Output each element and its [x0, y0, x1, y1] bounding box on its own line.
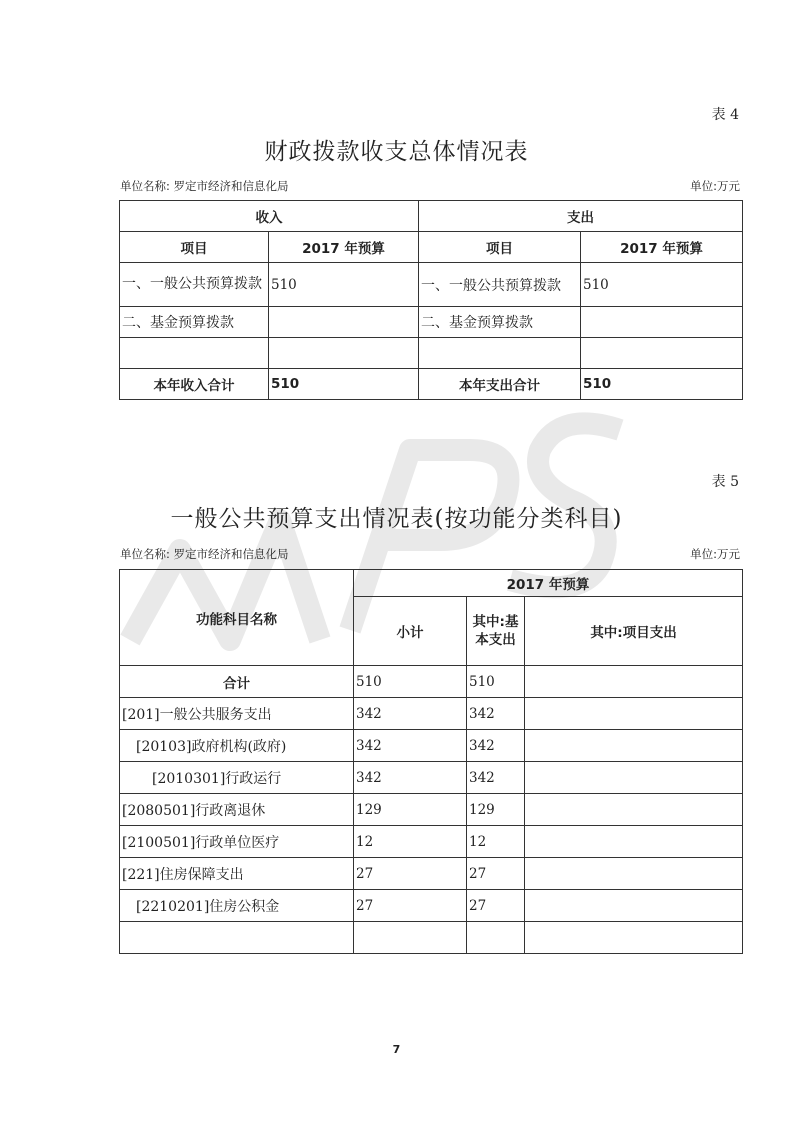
row-basic: 342: [467, 730, 525, 762]
table5-tag: 表 5: [711, 474, 739, 490]
row-basic: 129: [467, 794, 525, 826]
table-row: [120, 794, 743, 826]
row-project: [525, 730, 743, 762]
table-row: [120, 826, 743, 858]
in-val: [269, 307, 419, 338]
row-project: [525, 922, 743, 954]
row-project: [525, 826, 743, 858]
table-row: [120, 858, 743, 890]
row-name: [20103]政府机构(政府): [120, 730, 354, 762]
row-basic: 342: [467, 698, 525, 730]
row-name: [221]住房保障支出: [120, 858, 354, 890]
in-item: [120, 338, 269, 369]
table4-tag: 表 4: [711, 107, 739, 123]
col-item: 项目: [120, 232, 269, 263]
in-val: 510: [269, 263, 419, 307]
row-subtotal: 12: [354, 826, 467, 858]
total-out-label: 本年支出合计: [419, 369, 581, 400]
row-name: [201]一般公共服务支出: [120, 698, 354, 730]
table-row: [120, 263, 743, 307]
table4: [119, 200, 743, 400]
in-val: [269, 338, 419, 369]
row-name: [2010301]行政运行: [120, 762, 354, 794]
out-item: 二、基金预算拨款: [419, 307, 581, 338]
out-val: 510: [581, 263, 743, 307]
col-budget: 2017 年预算: [354, 570, 743, 597]
col-subtotal: 小计: [354, 597, 467, 666]
col-budget: 2017 年预算: [269, 232, 419, 263]
col-name: 功能科目名称: [120, 570, 354, 666]
row-project: [525, 762, 743, 794]
row-subtotal: 129: [354, 794, 467, 826]
table-row: [120, 922, 743, 954]
table4-title: 财政拨款收支总体情况表: [264, 139, 529, 165]
row-basic: 27: [467, 858, 525, 890]
row-subtotal: 342: [354, 762, 467, 794]
row-project: [525, 858, 743, 890]
row-basic: [467, 922, 525, 954]
total-project: [525, 666, 743, 698]
table-row: [120, 762, 743, 794]
col-project: 其中:项目支出: [525, 597, 743, 666]
row-subtotal: 27: [354, 890, 467, 922]
row-basic: 342: [467, 762, 525, 794]
row-name: [2100501]行政单位医疗: [120, 826, 354, 858]
out-item: [419, 338, 581, 369]
row-project: [525, 890, 743, 922]
col-item: 项目: [419, 232, 581, 263]
out-val: [581, 307, 743, 338]
page-number: 7: [392, 1043, 401, 1056]
table-row: [120, 730, 743, 762]
expense-header: 支出: [419, 201, 743, 232]
income-header: 收入: [120, 201, 419, 232]
col-basic: 其中:基本支出: [467, 597, 525, 666]
table-row: [120, 338, 743, 369]
row-basic: 12: [467, 826, 525, 858]
table5: [119, 569, 743, 954]
total-row: [120, 666, 743, 698]
table5-unit-name: 单位名称: 罗定市经济和信息化局: [120, 547, 289, 561]
total-in-label: 本年收入合计: [120, 369, 269, 400]
row-project: [525, 698, 743, 730]
total-subtotal: 510: [354, 666, 467, 698]
row-subtotal: 27: [354, 858, 467, 890]
row-subtotal: [354, 922, 467, 954]
col-budget: 2017 年预算: [581, 232, 743, 263]
in-item: 二、基金预算拨款: [120, 307, 269, 338]
row-name: [2080501]行政离退休: [120, 794, 354, 826]
row-project: [525, 794, 743, 826]
table-row: [120, 890, 743, 922]
table4-unit: 单位:万元: [690, 179, 740, 193]
row-name: [120, 922, 354, 954]
table-row: [120, 307, 743, 338]
row-subtotal: 342: [354, 698, 467, 730]
in-item: 一、一般公共预算拨款: [120, 263, 269, 307]
total-basic: 510: [467, 666, 525, 698]
table5-unit: 单位:万元: [690, 547, 740, 561]
table5-title: 一般公共预算支出情况表(按功能分类科目): [170, 506, 623, 532]
table-row: [120, 698, 743, 730]
out-val: [581, 338, 743, 369]
row-subtotal: 342: [354, 730, 467, 762]
table4-unit-name: 单位名称: 罗定市经济和信息化局: [120, 179, 289, 193]
out-item: 一、一般公共预算拨款: [419, 263, 581, 307]
row-basic: 27: [467, 890, 525, 922]
total-in-val: 510: [269, 369, 419, 400]
total-out-val: 510: [581, 369, 743, 400]
row-name: [2210201]住房公积金: [120, 890, 354, 922]
total-label: 合计: [120, 666, 354, 698]
